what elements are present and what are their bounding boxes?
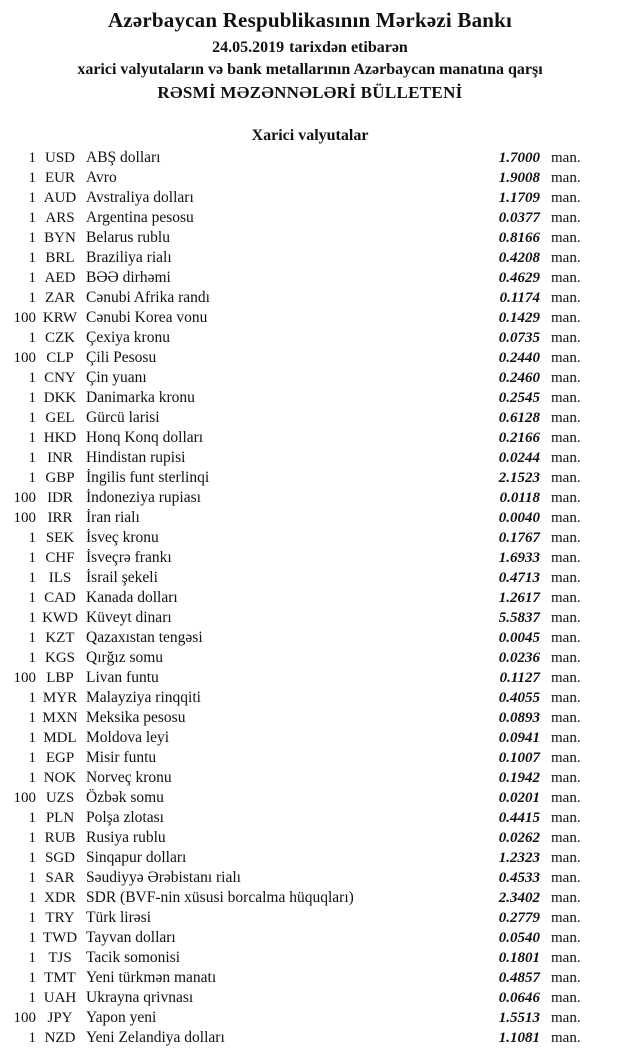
currency-name-cell: Qırğız somu	[86, 649, 164, 666]
rate-row	[0, 888, 620, 908]
currency-code-cell: INR	[47, 450, 73, 466]
currency-code-cell: BRL	[45, 250, 75, 266]
currency-code-cell: HKD	[43, 430, 77, 446]
quantity-cell: 1	[28, 370, 36, 386]
rate-row	[0, 488, 620, 508]
unit-suffix: man.	[551, 270, 581, 286]
currency-code-cell: AED	[44, 270, 76, 286]
currency-name-cell: Hindistan rupisi	[86, 449, 186, 466]
rate-value-cell: 0.0201	[498, 790, 540, 806]
quantity-cell: 1	[28, 590, 36, 606]
quantity-cell: 1	[28, 230, 36, 246]
rate-row	[0, 828, 620, 848]
quantity-cell: 100	[13, 350, 36, 366]
rate-row	[0, 588, 620, 608]
rate-row	[0, 788, 620, 808]
rate-row	[0, 148, 620, 168]
currency-name-cell: İngilis funt sterlinqi	[86, 469, 210, 486]
rate-row	[0, 908, 620, 928]
rate-value-cell: 0.1174	[499, 290, 540, 306]
currency-code-cell: UZS	[45, 790, 75, 806]
rate-row	[0, 528, 620, 548]
currency-name-cell: İran rialı	[86, 509, 140, 526]
rate-row	[0, 308, 620, 328]
currency-code-cell: IDR	[47, 490, 73, 506]
rate-row	[0, 608, 620, 628]
currency-code-cell: CNY	[44, 370, 76, 386]
currency-name-cell: Yeni türkmən manatı	[86, 969, 217, 986]
rate-value-cell: 0.0941	[498, 730, 540, 746]
quantity-cell: 1	[28, 290, 36, 306]
unit-suffix: man.	[551, 330, 581, 346]
rate-value-cell: 0.4857	[498, 970, 540, 986]
unit-suffix: man.	[551, 190, 581, 206]
currency-code-cell: NOK	[43, 770, 77, 786]
quantity-cell: 1	[28, 630, 36, 646]
unit-suffix: man.	[551, 590, 581, 606]
unit-suffix: man.	[551, 730, 581, 746]
rate-row	[0, 648, 620, 668]
unit-suffix: man.	[551, 830, 581, 846]
quantity-cell: 1	[28, 990, 36, 1006]
currency-name-cell: Braziliya rialı	[86, 249, 172, 266]
currency-code-cell: GBP	[45, 470, 75, 486]
rate-row	[0, 768, 620, 788]
quantity-cell: 100	[13, 510, 36, 526]
quantity-cell: 1	[28, 710, 36, 726]
unit-suffix: man.	[551, 770, 581, 786]
currency-code-cell: ZAR	[45, 290, 75, 306]
unit-suffix: man.	[551, 950, 581, 966]
unit-suffix: man.	[551, 310, 581, 326]
currency-name-cell: Sinqapur dolları	[86, 849, 187, 866]
quantity-cell: 1	[28, 410, 36, 426]
unit-suffix: man.	[551, 970, 581, 986]
unit-suffix: man.	[551, 930, 581, 946]
unit-suffix: man.	[551, 810, 581, 826]
currency-code-cell: TMT	[44, 970, 76, 986]
currency-name-cell: Avstraliya dolları	[86, 189, 194, 206]
rate-value-cell: 0.2545	[498, 390, 540, 406]
currency-name-cell: Çexiya kronu	[86, 329, 170, 346]
bank-name-title: Azərbaycan Respublikasının Mərkəzi Bankı	[107, 8, 513, 32]
currency-name-cell: Cənubi Korea vonu	[86, 309, 208, 326]
quantity-cell: 100	[13, 790, 36, 806]
quantity-cell: 1	[28, 690, 36, 706]
currency-name-cell: Küveyt dinarı	[86, 609, 172, 626]
quantity-cell: 1	[28, 810, 36, 826]
currency-code-cell: CLP	[46, 350, 74, 366]
unit-suffix: man.	[551, 210, 581, 226]
bulletin-title: RƏSMİ MƏZƏNNƏLƏRİ BÜLLETENİ	[157, 83, 463, 102]
quantity-cell: 100	[13, 670, 36, 686]
quantity-cell: 100	[13, 490, 36, 506]
currency-code-cell: UAH	[43, 990, 77, 1006]
rate-value-cell: 0.2779	[498, 910, 540, 926]
rate-row	[0, 728, 620, 748]
currency-name-cell: Danimarka kronu	[86, 389, 195, 406]
quantity-cell: 1	[28, 570, 36, 586]
currency-name-cell: Tayvan dolları	[86, 929, 176, 946]
rate-value-cell: 1.2323	[498, 850, 540, 866]
quantity-cell: 1	[28, 830, 36, 846]
currency-name-cell: İsrail şekeli	[86, 569, 158, 586]
currency-code-cell: TRY	[45, 910, 75, 926]
currency-name-cell: Özbək somu	[86, 789, 164, 806]
unit-suffix: man.	[551, 390, 581, 406]
currency-code-cell: MXN	[42, 710, 78, 726]
currency-name-cell: Kanada dolları	[86, 589, 178, 606]
quantity-cell: 1	[28, 1030, 36, 1046]
currency-name-cell: Avro	[86, 169, 117, 186]
currency-name-cell: Malayziya rinqqiti	[86, 689, 201, 706]
currency-code-cell: KZT	[45, 630, 75, 646]
quantity-cell: 1	[28, 730, 36, 746]
currency-code-cell: GEL	[45, 410, 75, 426]
currency-code-cell: IRR	[47, 510, 73, 526]
rate-value-cell: 0.2166	[498, 430, 540, 446]
currency-code-cell: CZK	[45, 330, 75, 346]
quantity-cell: 1	[28, 330, 36, 346]
rate-value-cell: 0.1429	[498, 310, 540, 326]
rate-value-cell: 0.0045	[498, 630, 540, 646]
unit-suffix: man.	[551, 890, 581, 906]
rate-value-cell: 0.0893	[498, 710, 540, 726]
currency-name-cell: Yeni Zelandiya dolları	[86, 1029, 225, 1046]
currency-name-cell: Cənubi Afrika randı	[86, 289, 210, 306]
rate-value-cell: 2.3402	[498, 890, 540, 906]
quantity-cell: 1	[28, 890, 36, 906]
currency-code-cell: ILS	[48, 570, 72, 586]
quantity-cell: 1	[28, 550, 36, 566]
quantity-cell: 1	[28, 210, 36, 226]
unit-suffix: man.	[551, 650, 581, 666]
rate-row	[0, 868, 620, 888]
unit-suffix: man.	[551, 510, 581, 526]
quantity-cell: 1	[28, 430, 36, 446]
currency-code-cell: AUD	[43, 190, 77, 206]
rate-row	[0, 368, 620, 388]
currency-code-cell: EGP	[45, 750, 75, 766]
currency-code-cell: KGS	[44, 650, 75, 666]
effective-date-line	[0, 37, 620, 59]
quantity-cell: 1	[28, 190, 36, 206]
rate-row	[0, 388, 620, 408]
rate-row	[0, 328, 620, 348]
currency-code-cell: EUR	[45, 170, 75, 186]
unit-suffix: man.	[551, 690, 581, 706]
quantity-cell: 1	[28, 970, 36, 986]
unit-suffix: man.	[551, 150, 581, 166]
rate-value-cell: 0.0646	[498, 990, 540, 1006]
unit-suffix: man.	[551, 470, 581, 486]
quantity-cell: 1	[28, 250, 36, 266]
currency-name-cell: Yapon yeni	[86, 1009, 157, 1026]
currency-code-cell: XDR	[44, 890, 76, 906]
unit-suffix: man.	[551, 870, 581, 886]
section-title-foreign-currencies: Xarici valyutalar	[251, 127, 369, 144]
currency-name-cell: Argentina pesosu	[86, 209, 194, 226]
rate-value-cell: 0.0377	[498, 210, 540, 226]
unit-suffix: man.	[551, 450, 581, 466]
currency-name-cell: Misir funtu	[86, 749, 157, 766]
quantity-cell: 100	[13, 310, 36, 326]
currency-name-cell: Norveç kronu	[86, 769, 172, 786]
unit-suffix: man.	[551, 250, 581, 266]
unit-suffix: man.	[551, 570, 581, 586]
bulletin-subtitle: xarici valyutaların və bank metallarının Azərbaycan manatına qarşı	[77, 61, 543, 78]
currency-code-cell: JPY	[47, 1010, 73, 1026]
currency-name-cell: Livan funtu	[86, 669, 159, 686]
rate-value-cell: 0.0040	[498, 510, 540, 526]
rate-row	[0, 708, 620, 728]
rate-row	[0, 988, 620, 1008]
currency-code-cell: RUB	[44, 830, 76, 846]
unit-suffix: man.	[551, 170, 581, 186]
rate-value-cell: 0.4208	[498, 250, 540, 266]
currency-code-cell: TJS	[48, 950, 72, 966]
unit-suffix: man.	[551, 370, 581, 386]
rate-value-cell: 0.0540	[498, 930, 540, 946]
quantity-cell: 1	[28, 650, 36, 666]
currency-code-cell: SAR	[45, 870, 75, 886]
rate-row	[0, 968, 620, 988]
rate-value-cell: 1.6933	[498, 550, 540, 566]
unit-suffix: man.	[551, 430, 581, 446]
rate-row	[0, 208, 620, 228]
currency-name-cell: Tacik somonisi	[86, 949, 181, 966]
rate-value-cell: 0.2460	[498, 370, 540, 386]
quantity-cell: 1	[28, 930, 36, 946]
rate-value-cell: 0.8166	[498, 230, 540, 246]
unit-suffix: man.	[551, 850, 581, 866]
rate-value-cell: 0.1007	[498, 750, 540, 766]
currency-code-cell: CAD	[44, 590, 76, 606]
currency-name-cell: BƏƏ dirhəmi	[86, 269, 171, 286]
rate-row	[0, 1028, 620, 1048]
rate-row	[0, 748, 620, 768]
unit-suffix: man.	[551, 610, 581, 626]
rate-value-cell: 0.1767	[498, 530, 540, 546]
currency-name-cell: Rusiya rublu	[86, 829, 166, 846]
quantity-cell: 1	[28, 910, 36, 926]
rate-row	[0, 248, 620, 268]
currency-name-cell: İsveç kronu	[86, 529, 159, 546]
currency-name-cell: Çin yuanı	[86, 369, 147, 386]
unit-suffix: man.	[551, 550, 581, 566]
currency-code-cell: SEK	[45, 530, 75, 546]
rate-value-cell: 0.1942	[498, 770, 540, 786]
unit-suffix: man.	[551, 910, 581, 926]
unit-suffix: man.	[551, 530, 581, 546]
rate-row	[0, 848, 620, 868]
rate-value-cell: 0.0118	[499, 490, 540, 506]
quantity-cell: 1	[28, 470, 36, 486]
unit-suffix: man.	[551, 750, 581, 766]
unit-suffix: man.	[551, 490, 581, 506]
rate-row	[0, 808, 620, 828]
rate-value-cell: 1.2617	[498, 590, 540, 606]
unit-suffix: man.	[551, 710, 581, 726]
currency-code-cell: LBP	[46, 670, 74, 686]
rate-value-cell: 0.0244	[498, 450, 540, 466]
currency-code-cell: MDL	[43, 730, 77, 746]
rate-value-cell: 0.0236	[498, 650, 540, 666]
unit-suffix: man.	[551, 790, 581, 806]
rate-row	[0, 228, 620, 248]
currency-name-cell: Ukrayna qrivnası	[86, 989, 194, 1006]
rate-row	[0, 1008, 620, 1028]
currency-name-cell: Belarus rublu	[86, 229, 170, 246]
currency-name-cell: Moldova leyi	[86, 729, 170, 746]
rate-row	[0, 548, 620, 568]
rate-value-cell: 0.2440	[498, 350, 540, 366]
rates-table	[0, 148, 620, 1048]
currency-code-cell: PLN	[45, 810, 75, 826]
rate-value-cell: 2.1523	[498, 470, 540, 486]
currency-code-cell: ARS	[45, 210, 75, 226]
rate-value-cell: 5.5837	[498, 610, 540, 626]
unit-suffix: man.	[551, 290, 581, 306]
effective-date-suffix: tarixdən etibarən	[289, 39, 408, 56]
rate-value-cell: 1.1081	[498, 1030, 540, 1046]
currency-name-cell: Polşa zlotası	[86, 809, 164, 826]
currency-name-cell: SDR (BVF-nin xüsusi borcalma hüquqları)	[86, 889, 354, 906]
quantity-cell: 1	[28, 530, 36, 546]
unit-suffix: man.	[551, 990, 581, 1006]
rate-value-cell: 0.4055	[498, 690, 540, 706]
quantity-cell: 100	[13, 1010, 36, 1026]
currency-name-cell: Meksika pesosu	[86, 709, 186, 726]
quantity-cell: 1	[28, 870, 36, 886]
unit-suffix: man.	[551, 630, 581, 646]
rate-row	[0, 448, 620, 468]
bulletin-header	[0, 0, 620, 104]
quantity-cell: 1	[28, 450, 36, 466]
currency-code-cell: KWD	[42, 610, 78, 626]
quantity-cell: 1	[28, 170, 36, 186]
rate-row	[0, 468, 620, 488]
effective-date: 24.05.2019	[212, 39, 285, 56]
currency-name-cell: Türk lirəsi	[86, 909, 151, 926]
unit-suffix: man.	[551, 1010, 581, 1026]
quantity-cell: 1	[28, 770, 36, 786]
currency-name-cell: İsveçrə frankı	[86, 549, 172, 566]
currency-code-cell: SGD	[44, 850, 75, 866]
rate-row	[0, 948, 620, 968]
currency-code-cell: CHF	[45, 550, 75, 566]
rate-value-cell: 0.1801	[498, 950, 540, 966]
rate-value-cell: 0.1127	[499, 670, 540, 686]
unit-suffix: man.	[551, 350, 581, 366]
currency-code-cell: NZD	[44, 1030, 76, 1046]
rate-row	[0, 628, 620, 648]
rate-value-cell: 0.4533	[498, 870, 540, 886]
rate-value-cell: 0.4415	[498, 810, 540, 826]
currency-name-cell: ABŞ dolları	[86, 149, 161, 166]
currency-code-cell: MYR	[42, 690, 78, 706]
rate-row	[0, 408, 620, 428]
rate-row	[0, 428, 620, 448]
unit-suffix: man.	[551, 410, 581, 426]
rate-row	[0, 348, 620, 368]
currency-code-cell: TWD	[42, 930, 78, 946]
currency-name-cell: Çili Pesosu	[86, 349, 157, 366]
rate-value-cell: 0.0262	[498, 830, 540, 846]
quantity-cell: 1	[28, 610, 36, 626]
currency-name-cell: Honq Konq dolları	[86, 429, 204, 446]
rate-row	[0, 288, 620, 308]
rate-row	[0, 508, 620, 528]
quantity-cell: 1	[28, 390, 36, 406]
rate-value-cell: 1.9008	[498, 170, 540, 186]
quantity-cell: 1	[28, 750, 36, 766]
currency-code-cell: USD	[44, 150, 75, 166]
currency-code-cell: KRW	[42, 310, 78, 326]
unit-suffix: man.	[551, 230, 581, 246]
rate-row	[0, 168, 620, 188]
rate-value-cell: 1.7000	[498, 150, 540, 166]
currency-name-cell: Qazaxıstan tengəsi	[86, 629, 203, 646]
currency-code-cell: DKK	[43, 390, 77, 406]
currency-code-cell: BYN	[44, 230, 76, 246]
rate-row	[0, 668, 620, 688]
rate-value-cell: 0.4713	[498, 570, 540, 586]
currency-name-cell: Gürcü larisi	[86, 409, 160, 426]
quantity-cell: 1	[28, 270, 36, 286]
rate-row	[0, 188, 620, 208]
rate-value-cell: 1.5513	[498, 1010, 540, 1026]
rate-value-cell: 0.4629	[498, 270, 540, 286]
rate-row	[0, 688, 620, 708]
currency-name-cell: Səudiyyə Ərəbistanı rialı	[86, 869, 241, 886]
currency-name-cell: İndoneziya rupiası	[86, 489, 201, 506]
quantity-cell: 1	[28, 150, 36, 166]
rate-value-cell: 0.6128	[498, 410, 540, 426]
rate-row	[0, 928, 620, 948]
rate-value-cell: 1.1709	[498, 190, 540, 206]
unit-suffix: man.	[551, 1030, 581, 1046]
quantity-cell: 1	[28, 950, 36, 966]
rate-row	[0, 568, 620, 588]
rate-row	[0, 268, 620, 288]
quantity-cell: 1	[28, 850, 36, 866]
rate-value-cell: 0.0735	[498, 330, 540, 346]
unit-suffix: man.	[551, 670, 581, 686]
